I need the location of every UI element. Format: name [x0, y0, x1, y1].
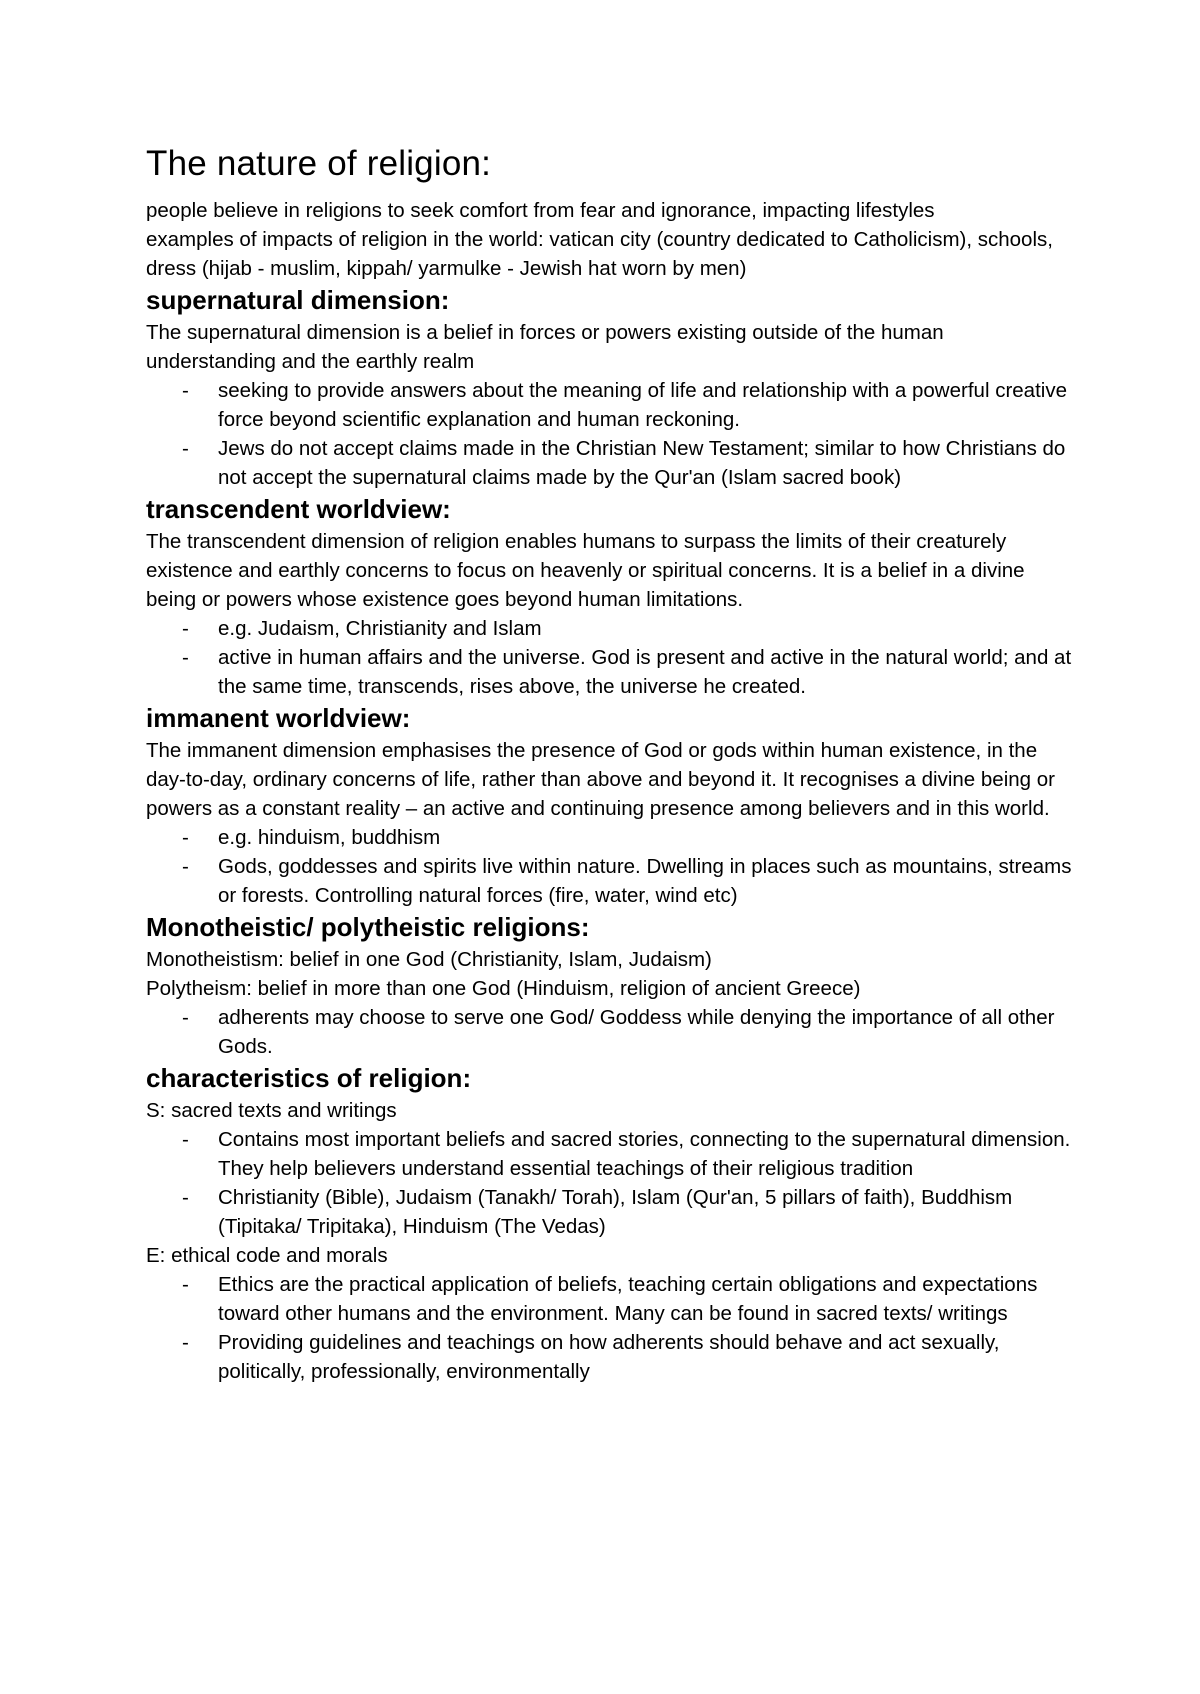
characteristic-label-ethics: E: ethical code and morals	[146, 1244, 388, 1267]
section-heading-transcendent: transcendent worldview:	[146, 494, 451, 524]
list-item: - adherents may choose to serve one God/ Goddess while denying the importance of all other Gods.	[218, 1003, 1076, 1061]
intro-line: examples of impacts of religion in the world: vatican city (country dedicated to Catholicism), schools, dress (hijab - muslim, kippah/ yarmulke - Jewish hat worn by men)	[146, 228, 1053, 280]
list-item: - Jews do not accept claims made in the Christian New Testament; similar to how Christians do not accept the supernatural claims made by the Qur'an (Islam sacred book)	[218, 434, 1076, 492]
section-heading-supernatural: supernatural dimension:	[146, 285, 450, 315]
bullet-list-immanent	[146, 823, 1076, 910]
list-item: - Gods, goddesses and spirits live within nature. Dwelling in places such as mountains, streams or forests. Controlling natural forces (fire, water, wind etc)	[218, 852, 1076, 910]
list-item: - seeking to provide answers about the meaning of life and relationship with a powerful creative force beyond scientific explanation and human reckoning.	[218, 376, 1076, 434]
document-page	[146, 138, 1076, 1386]
section-heading-theism: Monotheistic/ polytheistic religions:	[146, 912, 590, 942]
list-item: - Contains most important beliefs and sacred stories, connecting to the supernatural dimension. They help believers understand essential teachings of their religious tradition	[218, 1125, 1076, 1183]
section-text-supernatural: The supernatural dimension is a belief in forces or powers existing outside of the human understanding and the earthly realm	[146, 321, 944, 373]
bullet-list-transcendent	[146, 614, 1076, 701]
page-title: The nature of religion:	[146, 144, 492, 183]
list-item: - Christianity (Bible), Judaism (Tanakh/ Torah), Islam (Qur'an, 5 pillars of faith), Buddhism (Tipitaka/ Tripitaka), Hinduism (The Vedas)	[218, 1183, 1076, 1241]
bullet-list-theism	[146, 1003, 1076, 1061]
intro-line: people believe in religions to seek comfort from fear and ignorance, impacting lifestyles	[146, 199, 935, 222]
theism-line: Monotheistism: belief in one God (Christianity, Islam, Judaism)	[146, 948, 712, 971]
list-item: - active in human affairs and the universe. God is present and active in the natural world; and at the same time, transcends, rises above, the universe he created.	[218, 643, 1076, 701]
list-item: - Providing guidelines and teachings on how adherents should behave and act sexually, politically, professionally, environmentally	[218, 1328, 1076, 1386]
section-heading-characteristics: characteristics of religion:	[146, 1063, 472, 1093]
list-item: - e.g. hinduism, buddhism	[218, 823, 1076, 852]
section-text-immanent: The immanent dimension emphasises the presence of God or gods within human existence, in the day-to-day, ordinary concerns of life, rather than above and beyond it. It recognises a divine being or powers as a constant reality – an active and continuing presence among believers and in this world.	[146, 739, 1055, 820]
bullet-list-supernatural	[146, 376, 1076, 492]
list-item: - Ethics are the practical application of beliefs, teaching certain obligations and expectations toward other humans and the environment. Many can be found in sacred texts/ writings	[218, 1270, 1076, 1328]
bullet-list-ethics	[146, 1270, 1076, 1386]
theism-line: Polytheism: belief in more than one God (Hinduism, religion of ancient Greece)	[146, 977, 861, 1000]
bullet-list-sacred-texts	[146, 1125, 1076, 1241]
section-text-transcendent: The transcendent dimension of religion enables humans to surpass the limits of their creaturely existence and earthly concerns to focus on heavenly or spiritual concerns. It is a belief in a divine being or powers whose existence goes beyond human limitations.	[146, 530, 1025, 611]
characteristic-label-sacred-texts: S: sacred texts and writings	[146, 1099, 397, 1122]
list-item: - e.g. Judaism, Christianity and Islam	[218, 614, 1076, 643]
section-heading-immanent: immanent worldview:	[146, 703, 411, 733]
